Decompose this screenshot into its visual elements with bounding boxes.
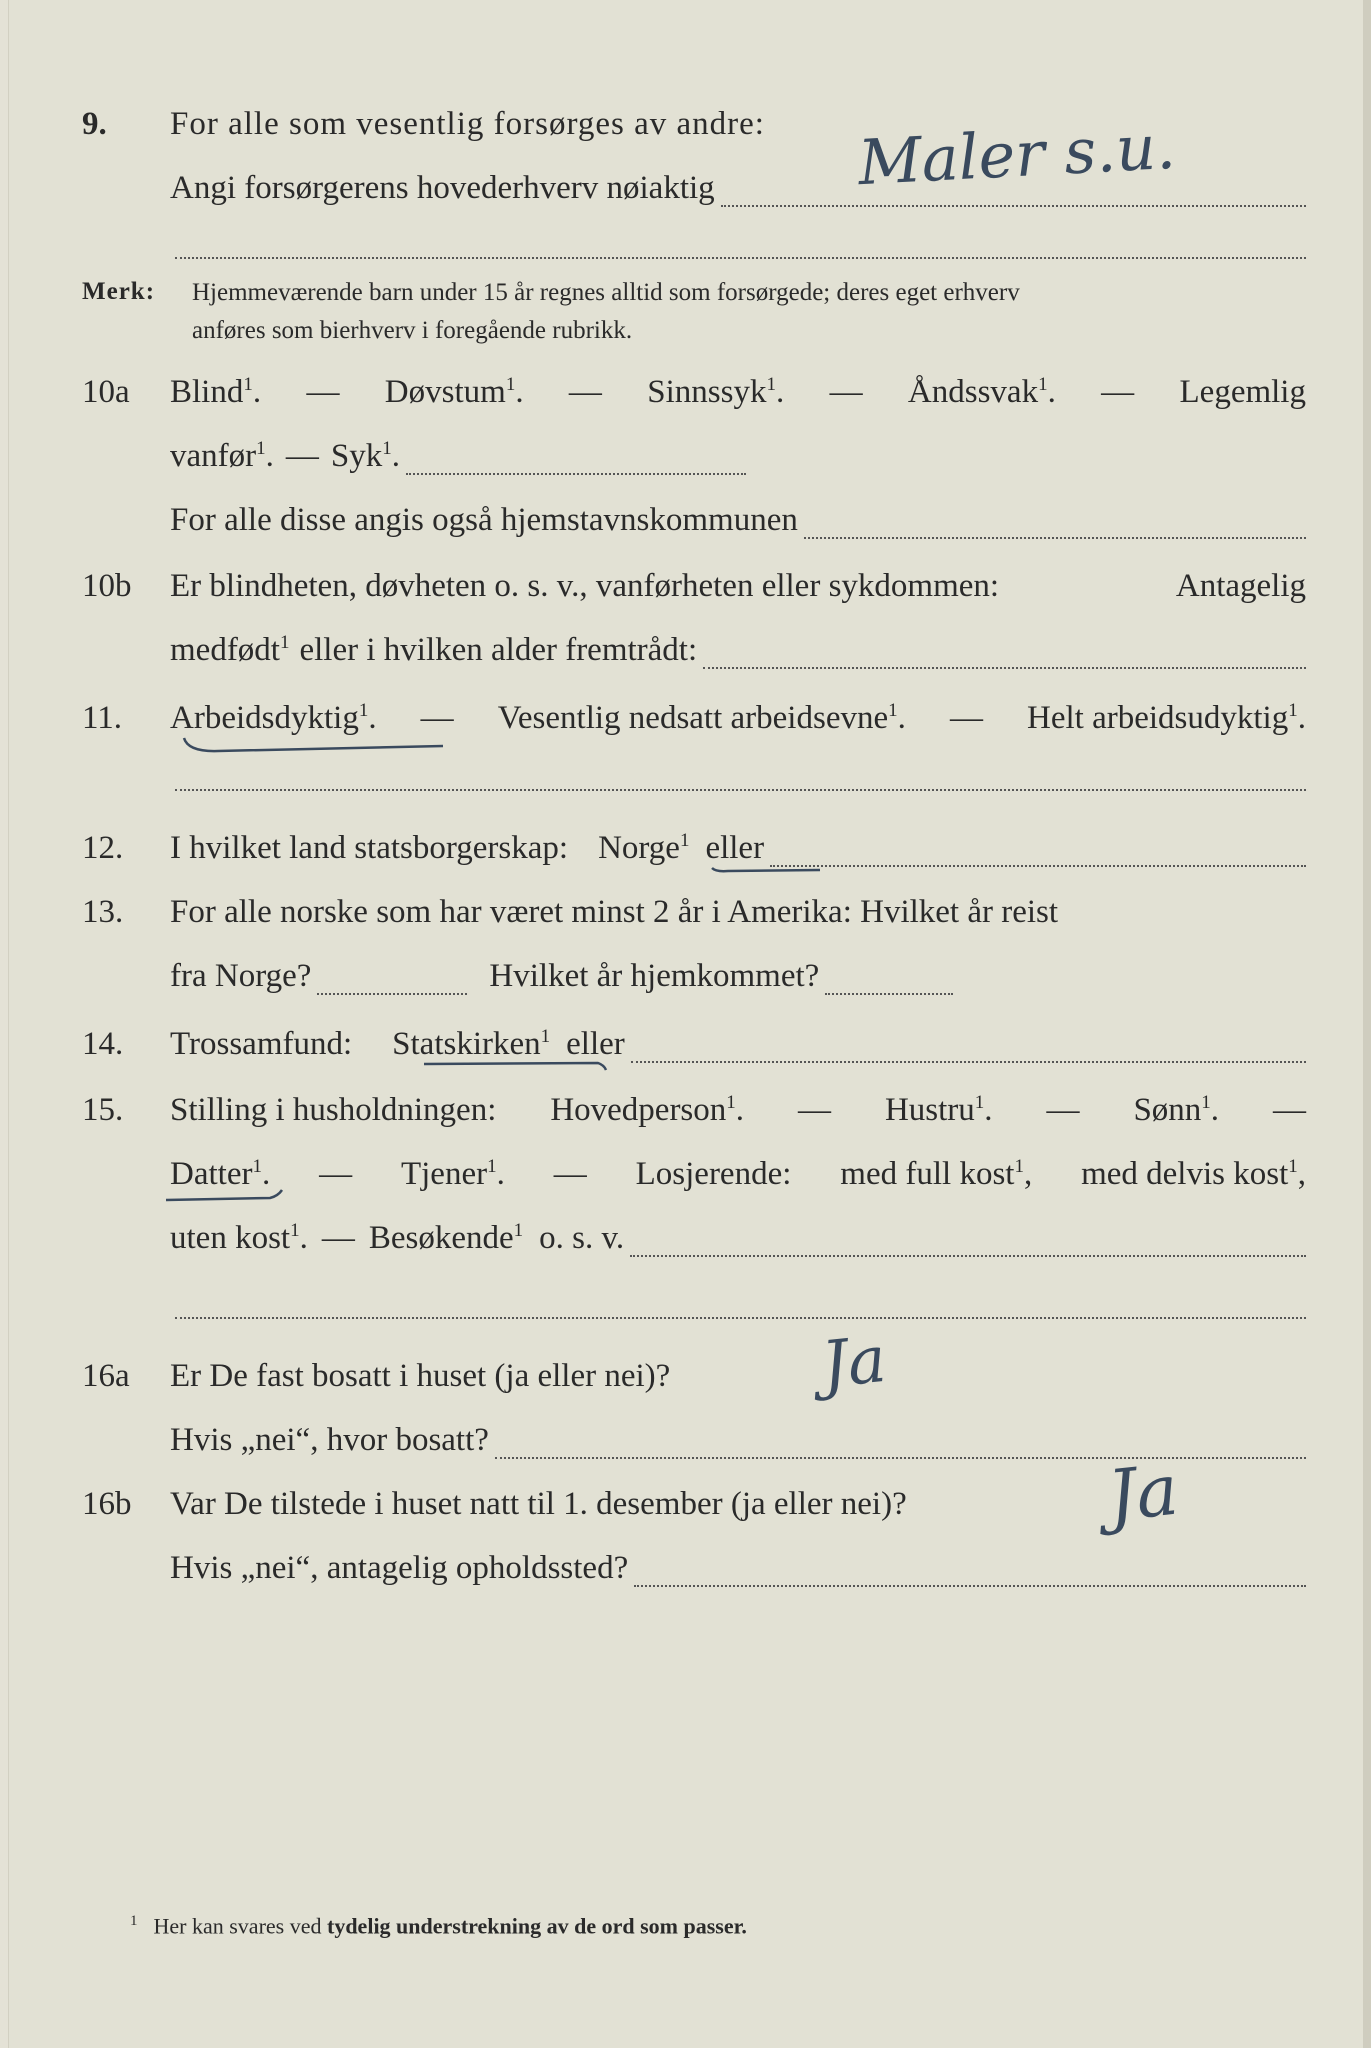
opt-hovedperson-label: Hovedperson <box>550 1092 727 1128</box>
q13-reist-field[interactable] <box>317 993 467 995</box>
q12-line <box>0 820 1371 876</box>
opt-udyktig-label: Helt arbeidsudyktig <box>1027 700 1289 736</box>
opt-udyktig[interactable]: Helt arbeidsudyktig$^1$. <box>1027 700 1306 736</box>
opt-vanfor-label: vanfør <box>170 438 257 474</box>
dash-1: — <box>306 374 340 410</box>
opt-arbeidsdyktig[interactable]: Arbeidsdyktig$^1$. <box>170 700 377 736</box>
opt-utenkost-sup: 1 <box>290 1220 300 1241</box>
q10b-text-line1a: Er blindheten, døvheten o. s. v., vanførheten eller sykdommen: <box>170 568 1000 604</box>
opt-nedsatt-label: Vesentlig nedsatt arbeidsevne <box>497 700 889 736</box>
merk-line1: Hjemmeværende barn under 15 år regnes alltid som forsørgede; deres eget erhverv <box>192 279 1020 306</box>
opt-dovstum-sup: 1 <box>505 374 516 395</box>
q12-field[interactable] <box>770 865 1306 867</box>
dash-9: — <box>1046 1092 1080 1128</box>
opt-arbeidsdyktig-label: Arbeidsdyktig <box>170 700 359 736</box>
dash-12: — <box>553 1156 587 1192</box>
merk-label: Merk: <box>82 278 156 305</box>
q16b-text-line2: Hvis „nei“, antagelig opholdssted? <box>170 1550 629 1586</box>
q10b-line1 <box>0 558 1371 614</box>
q13-line2 <box>0 948 1371 1004</box>
opt-utenkost-label: uten kost <box>170 1220 291 1256</box>
opt-tjener-label: Tjener <box>400 1156 488 1192</box>
q15-text-line1a: Stilling i husholdningen: <box>170 1092 497 1128</box>
opt-andssvak-sup: 1 <box>1038 374 1048 395</box>
opt-hovedperson-sup: 1 <box>726 1092 736 1113</box>
opt-fullkost[interactable]: med full kost$^1$, <box>840 1156 1033 1192</box>
q10b-text-line2b: eller i hvilken alder fremtrådt: <box>299 632 698 668</box>
q16b-line2 <box>0 1540 1371 1596</box>
q9-text-line2: Angi forsørgerens hovederhverv nøiaktig <box>170 170 715 206</box>
q16b-field[interactable] <box>634 1585 1306 1587</box>
q10a-line1 <box>0 364 1371 420</box>
q14-number: 14. <box>82 1026 124 1062</box>
q16a-handwritten-answer: Ja <box>818 1322 890 1404</box>
q16b-text-line1: Var De tilstede i huset natt til 1. desember (ja eller nei)? <box>170 1486 907 1522</box>
q15-field[interactable] <box>630 1255 1306 1257</box>
dash-13: — <box>321 1220 355 1256</box>
footnote <box>130 1913 747 1939</box>
q16a-field[interactable] <box>495 1457 1306 1459</box>
opt-hustru-label: Hustru <box>884 1092 975 1128</box>
dash-2: — <box>568 374 602 410</box>
q15-number: 15. <box>82 1092 124 1128</box>
footnote-mark: 1 <box>130 1913 138 1929</box>
q16b-number: 16b <box>82 1486 132 1522</box>
opt-datter[interactable]: Datter$^1$. <box>170 1156 271 1192</box>
q9-handwritten-answer: Maler s.u. <box>856 109 1178 200</box>
dash-8: — <box>797 1092 831 1128</box>
q13-number: 13. <box>82 894 124 930</box>
opt-andssvak[interactable]: Åndssvak$^1$. <box>907 374 1056 410</box>
dash-6: — <box>420 700 454 736</box>
q15-line1 <box>0 1082 1371 1138</box>
opt-tjener-sup: 1 <box>487 1156 497 1177</box>
q10a-text-line3: For alle disse angis også hjemstavnskommunen <box>170 502 798 538</box>
q10a-number: 10a <box>82 374 130 410</box>
q10a-line2 <box>0 428 1371 484</box>
q10b-number: 10b <box>82 568 132 604</box>
opt-norge[interactable] <box>598 820 689 876</box>
q15-losjerende: Losjerende: <box>635 1156 792 1192</box>
q14-text: Trossamfund: <box>170 1026 353 1062</box>
opt-antagelig[interactable]: Antagelig <box>1175 568 1306 604</box>
opt-besokende-sup: 1 <box>513 1220 524 1241</box>
footnote-bold-text: tydelig understrekning av de ord som passer. <box>327 1913 747 1939</box>
q13-text-line1: For alle norske som har været minst 2 år i Amerika: Hvilket år reist <box>170 894 1059 930</box>
opt-utenkost[interactable]: uten kost$^1$. <box>170 1220 308 1256</box>
q11-extra-line[interactable] <box>175 789 1306 791</box>
q12-text: I hvilket land statsborgerskap: <box>170 830 569 866</box>
opt-statskirken-label: Statskirken <box>392 1026 541 1062</box>
opt-blind[interactable]: Blind$^1$. <box>170 374 262 410</box>
q16a-text-line2: Hvis „nei“, hvor bosatt? <box>170 1422 489 1458</box>
q16a-text-line1: Er De fast bosatt i huset (ja eller nei)? <box>170 1358 671 1394</box>
q13-text-line2b: Hvilket år hjemkommet? <box>489 958 820 994</box>
opt-blind-sup: 1 <box>243 374 253 395</box>
q16a-number: 16a <box>82 1358 130 1394</box>
opt-datter-sup: 1 <box>252 1156 262 1177</box>
opt-sinnssyk[interactable]: Sinnssyk$^1$. <box>647 374 785 410</box>
q10b-alder-field[interactable] <box>703 667 1306 669</box>
opt-besokende-label: Besøkende <box>368 1220 514 1256</box>
q11-number: 11. <box>82 700 123 736</box>
q10a-hjemstavn-field[interactable] <box>804 537 1306 539</box>
opt-syk-sup: 1 <box>382 438 392 459</box>
opt-medfodt[interactable] <box>170 622 289 678</box>
footnote-text: Her kan svares ved <box>153 1913 322 1939</box>
q9-answer-field[interactable] <box>721 205 1306 207</box>
opt-delviskost-sup: 1 <box>1288 1156 1298 1177</box>
dash-3: — <box>829 374 863 410</box>
q13-text-line2a: fra Norge? <box>170 958 312 994</box>
opt-norge-label: Norge <box>598 830 680 866</box>
q11-line <box>0 690 1371 746</box>
q15-line2 <box>0 1146 1371 1202</box>
opt-blind-label: Blind <box>170 374 244 410</box>
opt-medfodt-sup: 1 <box>279 632 290 653</box>
opt-fullkost-label: med full kost <box>840 1156 1015 1192</box>
dash-10: — <box>1273 1092 1306 1128</box>
q9-extra-line[interactable] <box>175 257 1306 259</box>
q14-tail: eller <box>566 1026 625 1062</box>
opt-delviskost[interactable]: med delvis kost$^1$, <box>1081 1156 1306 1192</box>
q12-number: 12. <box>82 830 124 866</box>
merk-line2: anføres som bierhverv i foregående rubrikk. <box>192 317 633 344</box>
q16a-line1 <box>0 1348 1371 1404</box>
q10b-line2 <box>0 622 1371 678</box>
opt-syk-label: Syk <box>330 438 383 474</box>
q15-extra-line[interactable] <box>175 1317 1306 1319</box>
opt-vanfor[interactable]: vanfør$^1$. <box>170 438 274 474</box>
opt-delviskost-label: med delvis kost <box>1081 1156 1289 1192</box>
dash-7: — <box>949 700 983 736</box>
q16b-handwritten-answer: Ja <box>1103 1448 1182 1538</box>
opt-legemlig[interactable]: Legemlig <box>1179 374 1306 410</box>
opt-nedsatt[interactable]: Vesentlig nedsatt arbeidsevne$^1$. <box>497 700 906 736</box>
q14-field[interactable] <box>631 1061 1306 1063</box>
q15-line3 <box>0 1210 1371 1266</box>
opt-sonn-label: Sønn <box>1133 1092 1202 1128</box>
q13-hjemkommet-field[interactable] <box>825 993 953 995</box>
opt-statskirken-sup: 1 <box>540 1026 551 1047</box>
q10a-syk-field[interactable] <box>406 473 746 475</box>
q15-osv: o. s. v. <box>539 1220 625 1256</box>
q12-tail: eller <box>705 830 765 866</box>
opt-vanfor-sup: 1 <box>256 438 266 459</box>
dash-11: — <box>319 1156 353 1192</box>
opt-dovstum-label: Døvstum <box>384 374 506 410</box>
opt-besokende[interactable] <box>369 1210 523 1266</box>
dash-5: — <box>285 438 319 474</box>
q9-text-line1: For alle som vesentlig forsørges av andre: <box>170 106 765 142</box>
opt-nedsatt-sup: 1 <box>888 700 898 721</box>
opt-hustru-sup: 1 <box>974 1092 985 1113</box>
q10a-line3 <box>0 492 1371 548</box>
opt-hustru[interactable]: Hustru$^1$. <box>884 1092 993 1128</box>
opt-medfodt-label: medfødt <box>170 632 280 668</box>
opt-sonn-sup: 1 <box>1201 1092 1211 1113</box>
opt-fullkost-sup: 1 <box>1014 1156 1024 1177</box>
opt-udyktig-sup: 1 <box>1288 700 1298 721</box>
opt-norge-sup: 1 <box>679 830 690 851</box>
merk-text <box>192 274 1306 350</box>
opt-sinnssyk-label: Sinnssyk <box>647 374 767 410</box>
opt-statskirken[interactable] <box>392 1016 550 1072</box>
q14-line <box>0 1016 1371 1072</box>
q13-line1 <box>0 884 1371 940</box>
opt-sonn[interactable]: Sønn$^1$. <box>1133 1092 1220 1128</box>
opt-tjener[interactable]: Tjener$^1$. <box>400 1156 505 1192</box>
q9-number: 9. <box>82 106 107 142</box>
opt-sinnssyk-sup: 1 <box>766 374 776 395</box>
opt-datter-label: Datter <box>170 1156 253 1192</box>
opt-syk[interactable]: Syk$^1$. <box>330 438 400 474</box>
opt-dovstum[interactable]: Døvstum$^1$. <box>384 374 524 410</box>
opt-hovedperson[interactable]: Hovedperson$^1$. <box>550 1092 745 1128</box>
dash-4: — <box>1101 374 1135 410</box>
opt-arbeidsdyktig-sup: 1 <box>358 700 369 721</box>
opt-andssvak-label: Åndssvak <box>907 374 1039 410</box>
